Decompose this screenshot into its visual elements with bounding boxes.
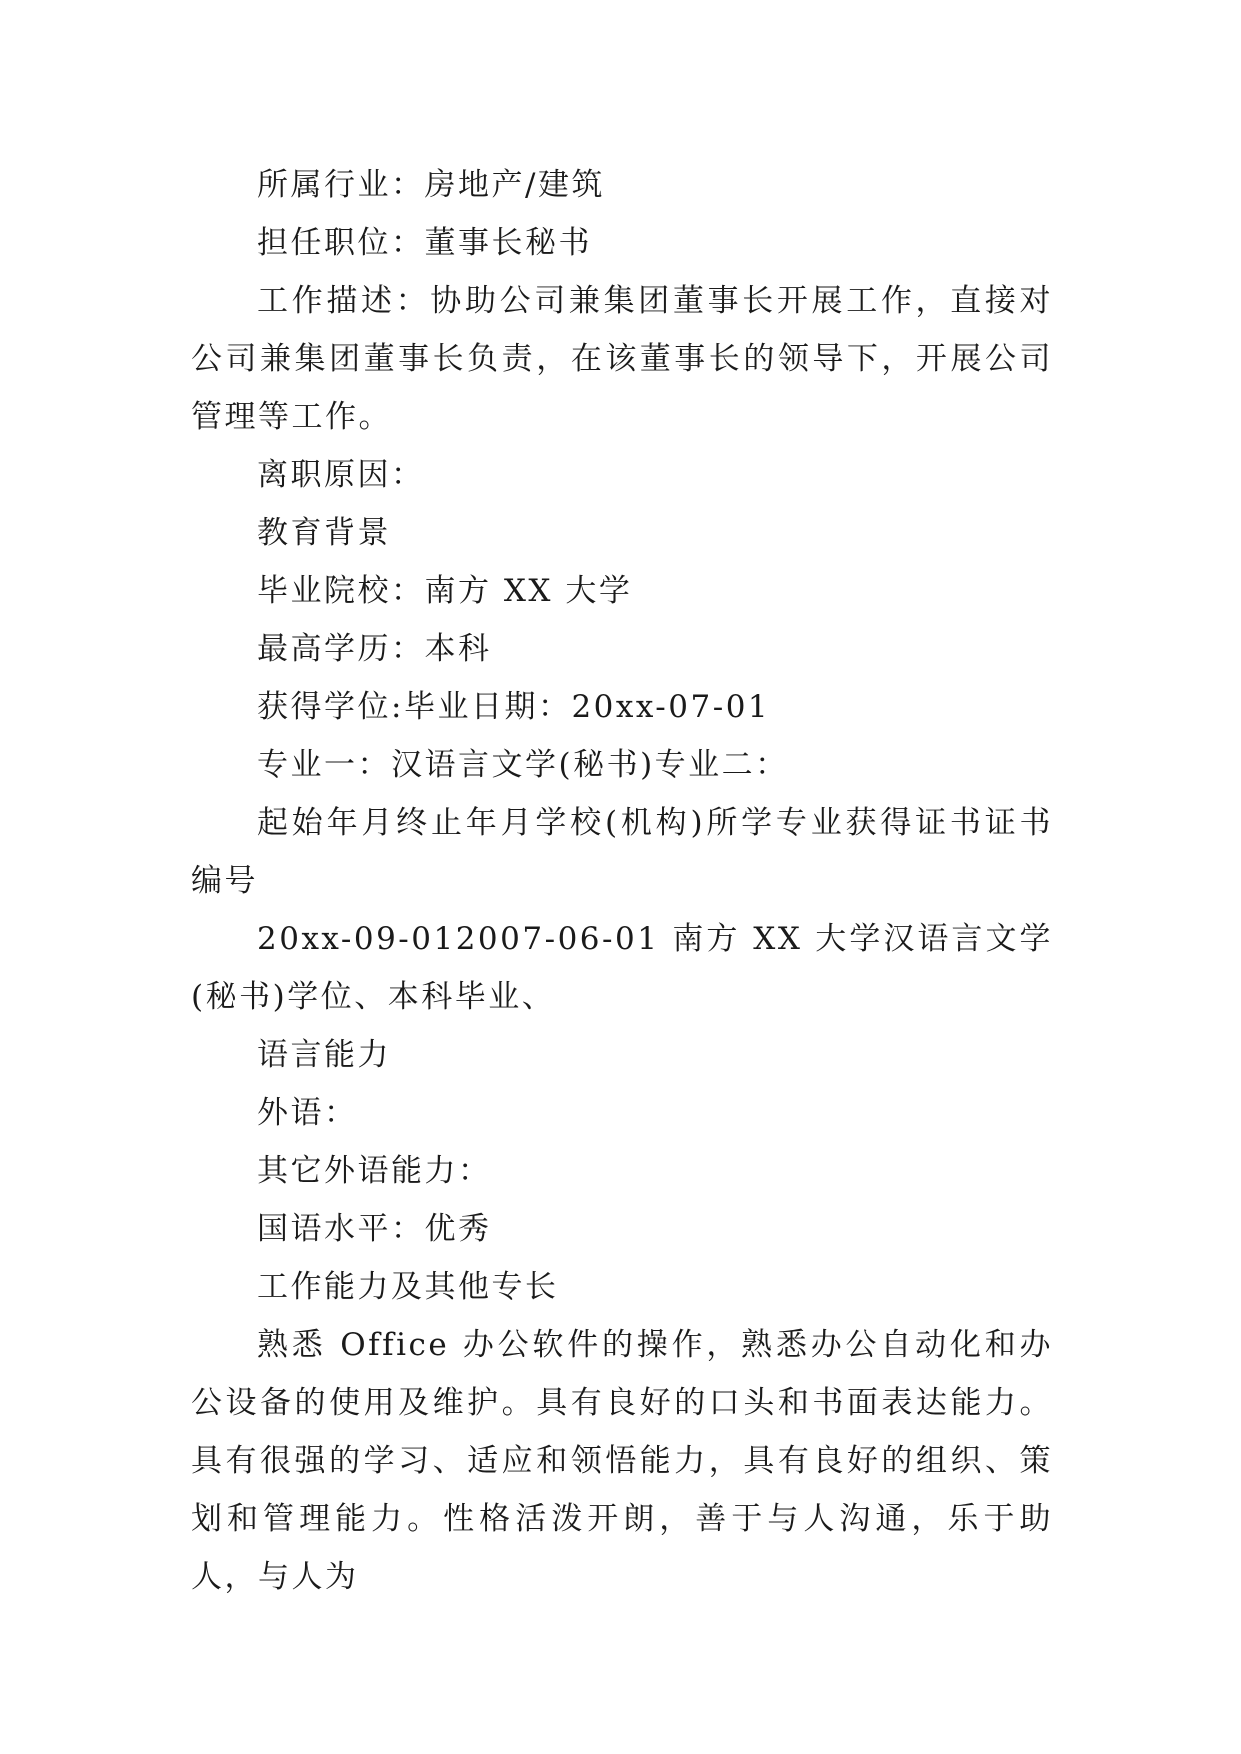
graduation-date-line: 获得学位:毕业日期：20xx-07-01 [257,689,771,725]
other-language-line: 其它外语能力： [257,1153,492,1189]
skills-heading: 工作能力及其他专长 [257,1269,559,1305]
education-table-header: 起始年月终止年月学校(机构)所学专业获得证书证书编号 [191,805,1053,899]
industry-line: 所属行业：房地产/建筑 [257,167,605,203]
school-line: 毕业院校：南方 XX 大学 [257,573,633,609]
position-line: 担任职位：董事长秘书 [257,225,592,261]
degree-level-line: 最高学历：本科 [257,631,492,667]
education-heading: 教育背景 [257,515,391,551]
document-body [191,156,1053,1606]
foreign-language-line: 外语： [257,1095,358,1131]
mandarin-level-line: 国语水平：优秀 [257,1211,492,1247]
job-description-paragraph: 工作描述：协助公司兼集团董事长开展工作，直接对公司兼集团董事长负责，在该董事长的领导下，开展公司管理等工作。 [191,283,1053,435]
education-record-line: 20xx-09-012007-06-01 南方 XX 大学汉语言文学(秘书)学位、本科毕业、 [191,921,1053,1015]
leave-reason-line: 离职原因： [257,457,425,493]
language-heading: 语言能力 [257,1037,391,1073]
skills-paragraph: 熟悉 Office 办公软件的操作，熟悉办公自动化和办公设备的使用及维护。具有良好的口头和书面表达能力。具有很强的学习、适应和领悟能力，具有良好的组织、策划和管理能力。性格活泼开朗，善于与人沟通，乐于助人，与人为 [191,1327,1053,1595]
major-line: 专业一：汉语言文学(秘书)专业二： [257,747,789,783]
